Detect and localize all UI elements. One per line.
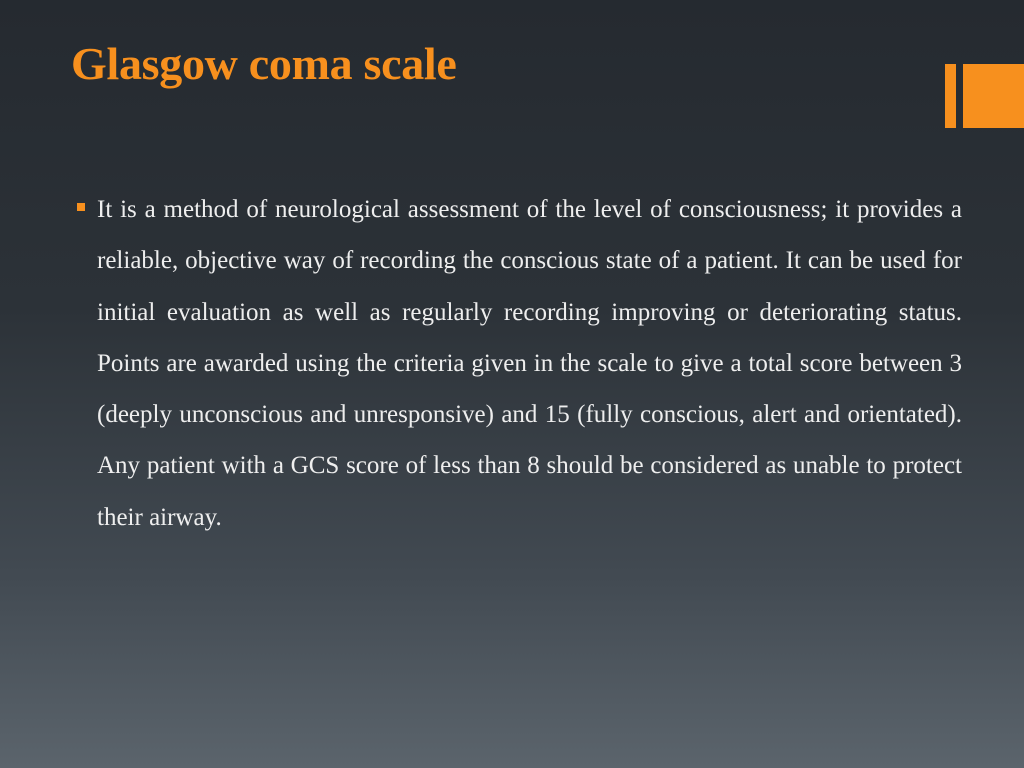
slide-body [76,184,962,543]
title-accent-bar-thin [945,64,956,128]
square-bullet-icon [77,203,85,211]
bullet-item [76,184,962,543]
slide-title: Glasgow coma scale [71,38,457,89]
title-accent-bar-thick [963,64,1024,128]
bullet-text: It is a method of neurological assessment of the level of consciousness; it provides a reliable, objective way of recording the conscious state of a patient. It can be used for initial evaluation as well as regularly recording improving or deteriorating status. Points are awarded using the criteria given in the scale to give a total score between 3 (deeply unconscious and unresponsive) and 15 (fully conscious, alert and orientated). Any patient with a GCS score of less than 8 should be considered as unable to protect their airway. [97,196,962,531]
